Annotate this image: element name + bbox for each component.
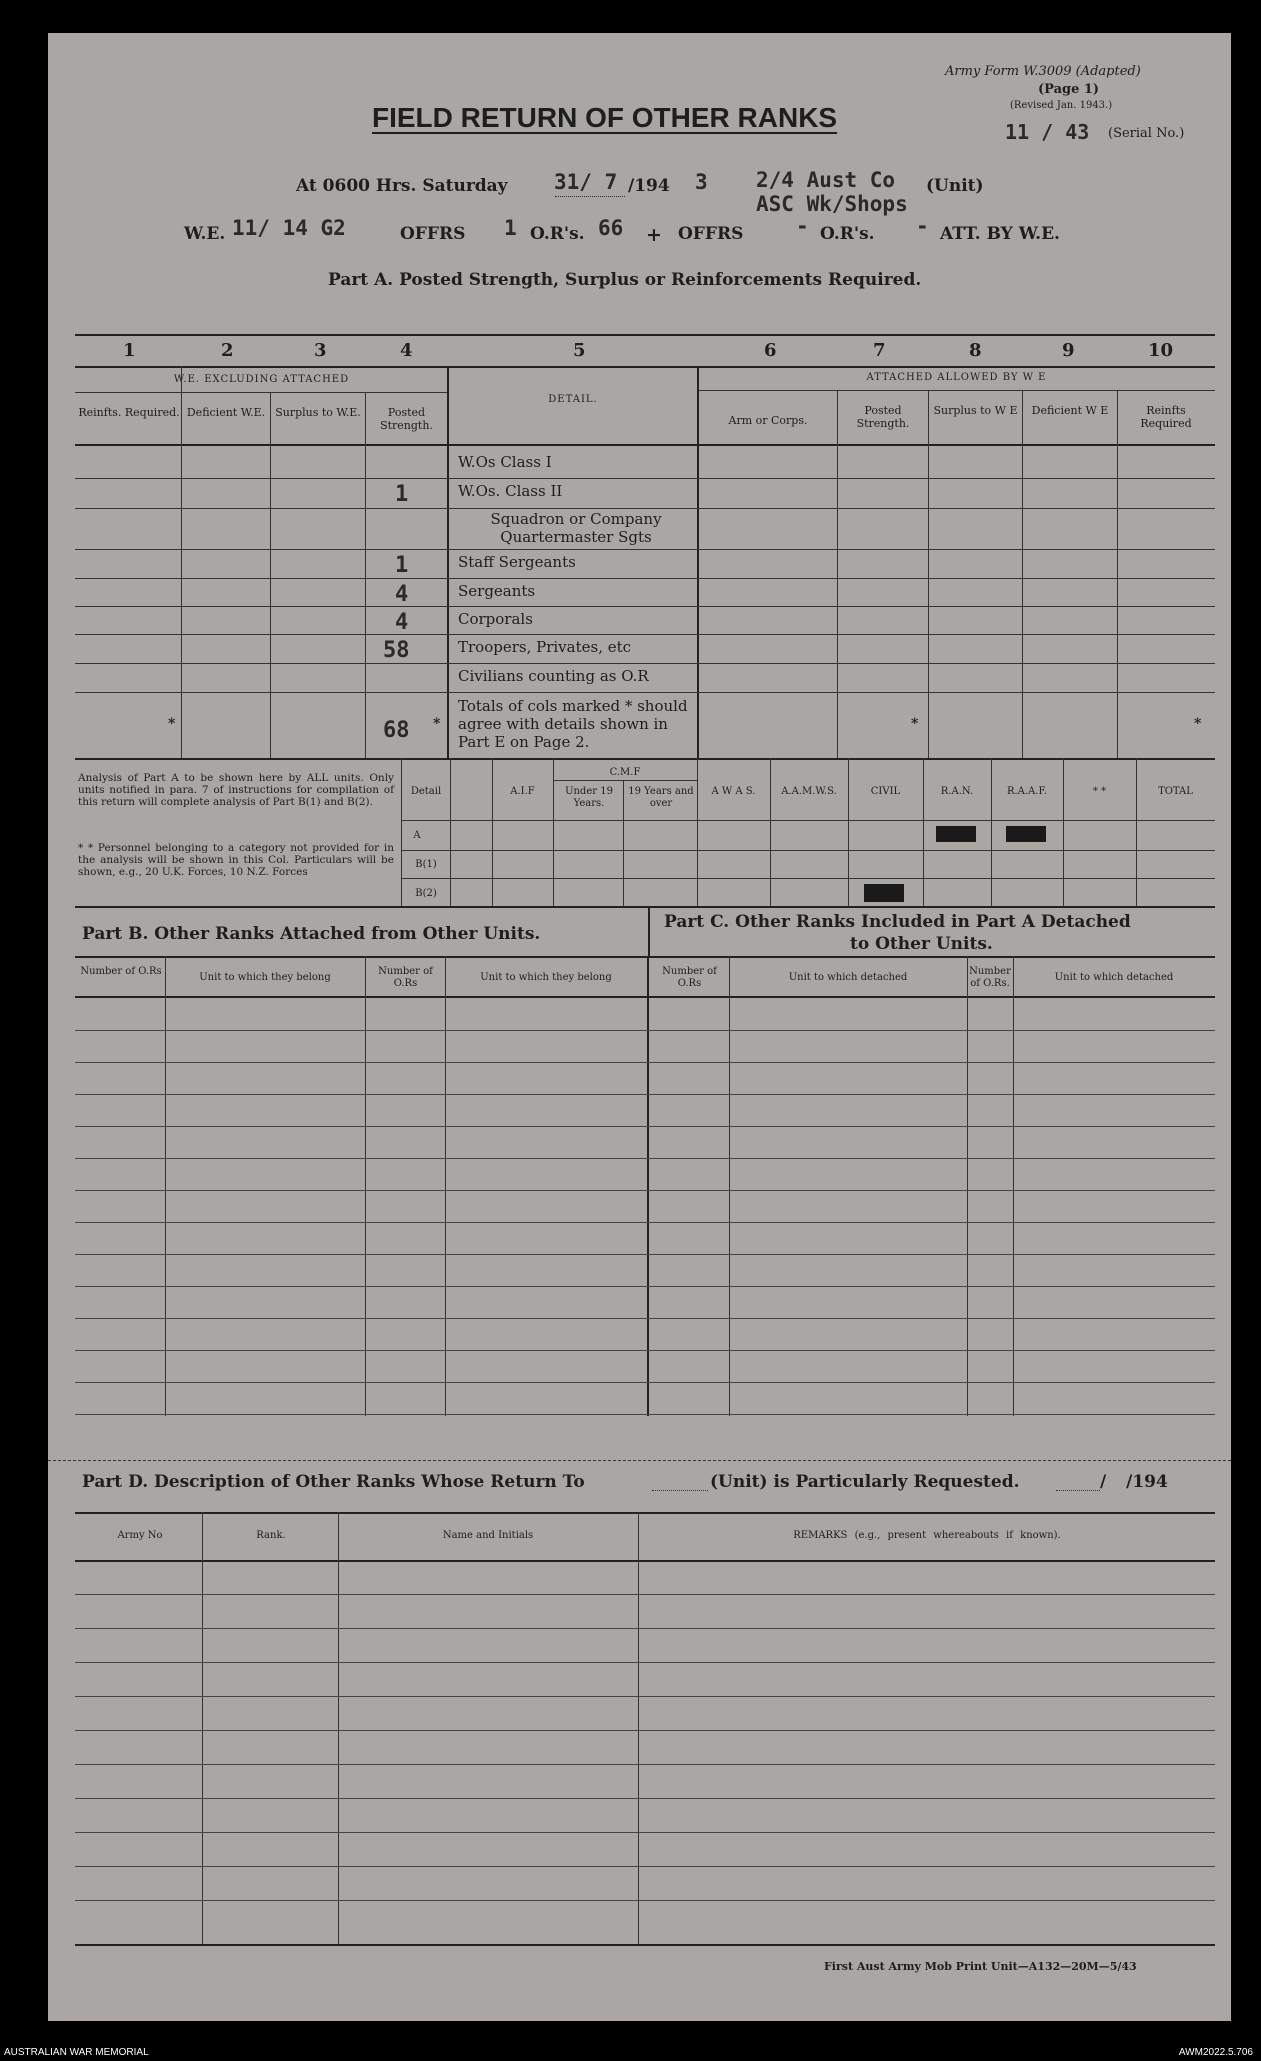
col-header: Deficient W E [1031, 404, 1109, 417]
col-header: Posted Strength. [856, 404, 910, 430]
posted-value: 1 [395, 482, 409, 507]
form-sheet [48, 33, 1231, 2021]
col-header: Arm or Corps. [728, 414, 808, 427]
blacked-out-cell [864, 884, 904, 902]
at-label: At 0600 Hrs. Saturday [296, 176, 508, 196]
analysis-row-b1: B(1) [415, 859, 437, 870]
total-header: TOTAL [1158, 786, 1193, 797]
part-c-heading-2: to Other Units. [850, 934, 993, 954]
row-detail: Squadron or Company Quartermaster Sgts [490, 510, 662, 546]
analysis-row-b2: B(2) [415, 888, 437, 899]
other-header: * * [1092, 786, 1107, 797]
offrs-label: OFFRS [400, 224, 466, 244]
posted-value: 4 [395, 610, 409, 635]
date-prefix: /194 [628, 176, 670, 196]
part-c-col-header: Number of O.Rs [662, 966, 717, 989]
under19-header: Under 19 Years. [565, 786, 613, 809]
att-group-header: ATTACHED ALLOWED BY W E [866, 372, 1047, 383]
posted-value: 1 [395, 553, 409, 578]
part-d-col-header: Rank. [256, 1530, 286, 1541]
part-c-col-header: Unit to which detached [788, 972, 908, 983]
col-number: 5 [573, 340, 586, 361]
awas-header: A W A S. [711, 786, 756, 797]
part-b-col-header: Unit to which they belong [480, 972, 612, 983]
col-number: 2 [221, 340, 234, 361]
row-detail: Sergeants [458, 582, 536, 600]
analysis-note-2: * * Personnel belonging to a category not provided for in the analysis will be shown in this Col. Particulars will be shown, e.g., 20 U.K. Forces, 10 N.Z. Forces [78, 842, 394, 878]
part-c-heading-1: Part C. Other Ranks Included in Part A Detached [664, 912, 1131, 932]
form-number: Army Form W.3009 (Adapted) [945, 64, 1141, 79]
form-revised: (Revised Jan. 1943.) [1010, 100, 1113, 111]
col-header: Posted Strength. [380, 406, 433, 432]
col-number: 1 [123, 340, 136, 361]
ors-label: O.R's. [530, 224, 585, 244]
col-header: Reinfts Required [1140, 404, 1192, 430]
ors-value: 66 [598, 216, 624, 240]
aif-header: A.I.F [510, 786, 535, 797]
col-header: Reinfts. Required. [78, 406, 180, 419]
ran-header: R.A.N. [940, 786, 974, 797]
printer-imprint: First Aust Army Mob Print Unit—A132—20M—5/43 [824, 1960, 1137, 1973]
aamws-header: A.A.M.W.S. [781, 786, 837, 797]
offrs2-label: OFFRS [678, 224, 744, 244]
star-marker: * [168, 716, 176, 732]
totals-detail: Totals of cols marked * should agree with details shown in Part E on Page 2. [458, 697, 688, 751]
unit-label: (Unit) [926, 176, 984, 196]
col-number: 4 [400, 340, 413, 361]
cmf-header: C.M.F [609, 767, 641, 778]
unit-line-2: ASC Wk/Shops [756, 192, 908, 216]
footer-left: AUSTRALIAN WAR MEMORIAL [4, 2047, 149, 2058]
plus-sign: + [646, 224, 662, 246]
col-number: 3 [314, 340, 327, 361]
serial-label: (Serial No.) [1108, 126, 1185, 141]
part-d-heading-mid: (Unit) is Particularly Requested. [710, 1472, 1020, 1492]
part-c-col-header: Unit to which detached [1054, 972, 1174, 983]
col-number: 8 [969, 340, 982, 361]
analysis-row-a: A [413, 830, 421, 841]
offrs2-value: - [796, 214, 809, 238]
col-header: Surplus to W E [933, 404, 1018, 417]
form-title: FIELD RETURN OF OTHER RANKS [372, 102, 838, 133]
part-d-col-header: Name and Initials [442, 1530, 534, 1541]
dashed-divider [48, 1460, 1231, 1461]
col-number: 6 [764, 340, 777, 361]
row-detail: W.Os Class I [458, 453, 552, 471]
star-marker: * [433, 716, 441, 732]
blacked-out-cell [936, 826, 976, 842]
part-b-heading: Part B. Other Ranks Attached from Other Units. [82, 924, 541, 944]
blacked-out-cell [1006, 826, 1046, 842]
totals-posted-value: 68 [383, 718, 410, 743]
part-d-col-header: Army No [117, 1530, 163, 1541]
date-year: 3 [695, 170, 708, 194]
ors2-label: O.R's. [820, 224, 875, 244]
col-number: 10 [1148, 340, 1174, 361]
row-detail: Troopers, Privates, etc [458, 638, 632, 656]
detail-header: DETAIL. [548, 394, 598, 405]
serial-value: 11 / 43 [1005, 120, 1090, 144]
part-d-col-header: REMARKS (e.g., present whereabouts if known). [793, 1530, 1061, 1541]
star-marker: * [911, 716, 919, 732]
col-header: Deficient W.E. [186, 406, 266, 419]
form-page: (Page 1) [1038, 82, 1100, 97]
part-d-heading: Part D. Description of Other Ranks Whose Return To [82, 1472, 585, 1492]
row-detail: Staff Sergeants [458, 553, 576, 571]
part-c-col-header: Number of O.Rs. [969, 966, 1011, 989]
part-b-col-header: Number of O.Rs [378, 966, 433, 989]
part-a-heading: Part A. Posted Strength, Surplus or Reinforcements Required. [328, 270, 922, 290]
offrs-value: 1 [504, 216, 517, 240]
posted-value: 4 [395, 582, 409, 607]
over19-header: 19 Years and over [628, 786, 694, 809]
row-detail: Civilians counting as O.R [458, 667, 649, 685]
we-label: W.E. [184, 224, 226, 244]
col-header: Surplus to W.E. [275, 406, 361, 419]
unit-line-1: 2/4 Aust Co [756, 168, 896, 192]
row-detail: W.Os. Class II [458, 482, 563, 500]
ors2-value: - [916, 214, 929, 238]
att-label: ATT. BY W.E. [940, 224, 1060, 244]
we-group-header: W.E. EXCLUDING ATTACHED [173, 374, 350, 385]
col-number: 9 [1062, 340, 1075, 361]
date-day-month: 31/ 7 [554, 170, 618, 194]
analysis-detail-header: Detail [410, 786, 442, 797]
posted-value: 58 [383, 638, 410, 663]
part-b-col-header: Number of O.Rs [80, 966, 162, 977]
we-value: 11/ 14 G2 [232, 216, 346, 240]
raaf-header: R.A.A.F. [1006, 786, 1048, 797]
footer-right: AWM2022.5.706 [1178, 2047, 1253, 2058]
star-marker: * [1194, 716, 1202, 732]
col-number: 7 [873, 340, 886, 361]
part-d-heading-date: / /194 [1100, 1472, 1168, 1492]
part-b-col-header: Unit to which they belong [199, 972, 331, 983]
row-detail: Corporals [458, 610, 533, 628]
analysis-note-1: Analysis of Part A to be shown here by ALL units. Only units notified in para. 7 of instructions for compilation of this return will complete analysis of Part B(1) and B(2). [78, 772, 394, 808]
civil-header: CIVIL [870, 786, 901, 797]
